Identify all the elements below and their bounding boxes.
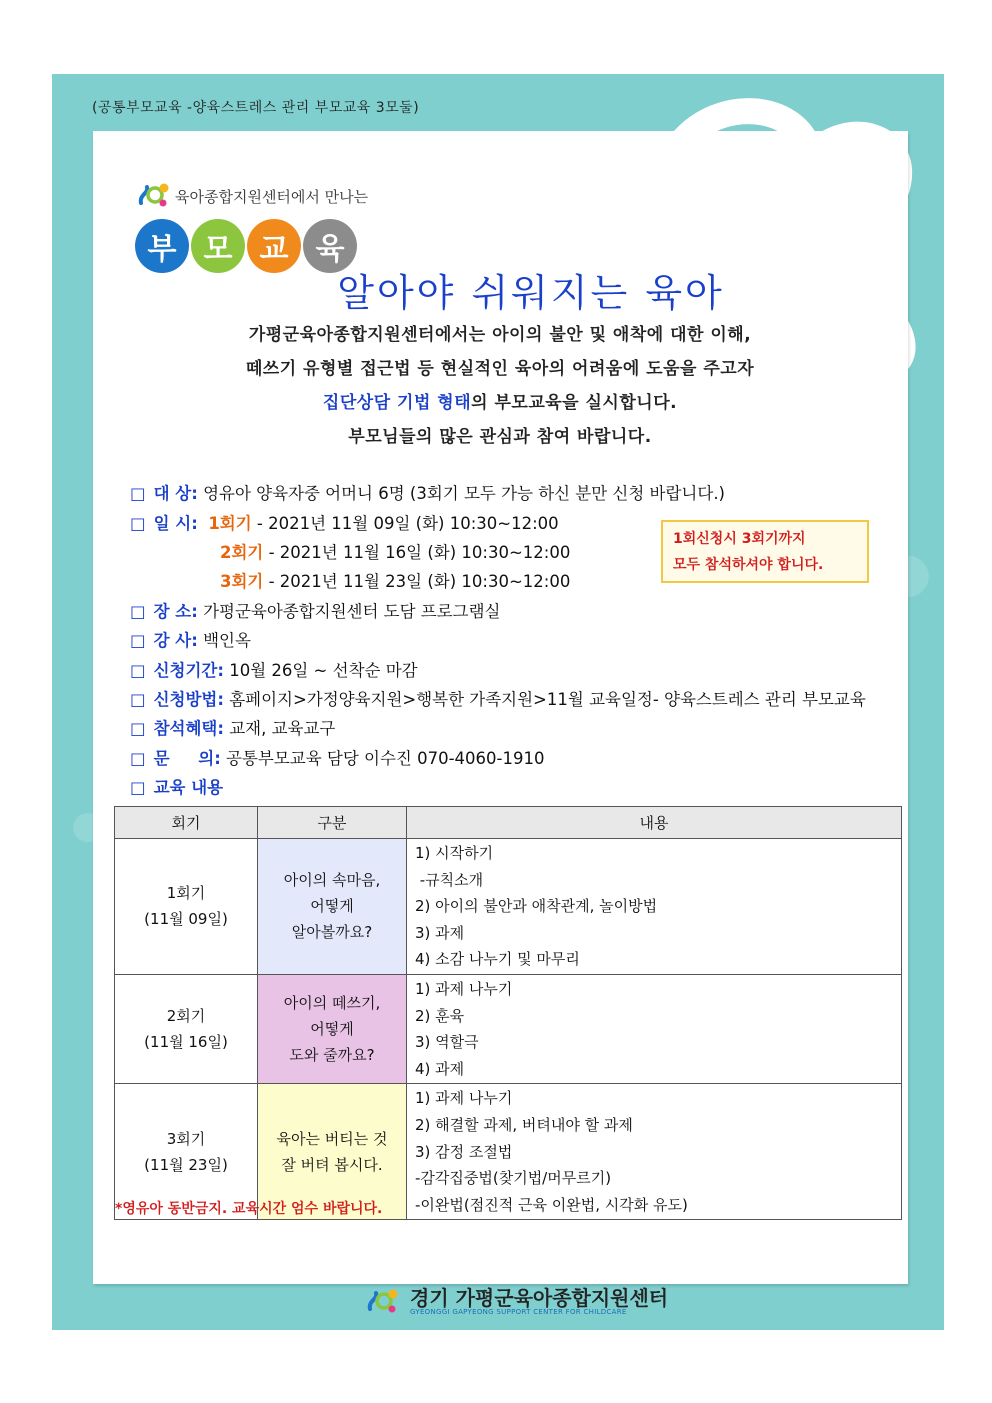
content-item: 3) 감정 조절법 bbox=[415, 1142, 513, 1161]
center-logo-icon bbox=[137, 181, 171, 211]
date-round-3: 3회기 bbox=[220, 572, 264, 591]
notice-line-2: 모두 참석하셔야 합니다. bbox=[673, 557, 824, 573]
badge-gyo: 교 bbox=[247, 219, 301, 273]
date-label: 일 시: bbox=[153, 514, 198, 533]
contact-label: 문 의: bbox=[153, 749, 221, 768]
content-cell bbox=[407, 974, 902, 1083]
schedule-table bbox=[114, 806, 902, 1220]
content-item: -이완법(점진적 근육 이완법, 시각화 유도) bbox=[415, 1195, 688, 1214]
content-item: 4) 과제 bbox=[415, 1059, 465, 1078]
notice-line-1: 1회신청시 3회기까지 bbox=[673, 531, 806, 547]
topic-line: 알아볼까요? bbox=[291, 923, 373, 942]
topic-cell bbox=[258, 839, 407, 975]
bullet-icon: □ bbox=[130, 719, 146, 738]
topic-line: 잘 버텨 봅시다. bbox=[281, 1155, 383, 1174]
header-topic: 구분 bbox=[258, 807, 407, 839]
content-item: 2) 아이의 불안과 애착관계, 놀이방법 bbox=[415, 897, 658, 916]
info-date-3 bbox=[220, 568, 570, 592]
content-label: 교육 내용 bbox=[153, 778, 224, 797]
content-cell bbox=[407, 1084, 902, 1220]
footnote-warning: *영유아 동반금지. 교육시간 엄수 바랍니다. bbox=[115, 1201, 383, 1217]
content-item: 1) 과제 나누기 bbox=[415, 979, 513, 998]
content-item: -감각집중법(찾기법/머무르기) bbox=[415, 1169, 612, 1188]
intro-line-4: 부모님들의 많은 관심과 참여 바랍니다. bbox=[348, 427, 652, 447]
intro-line-2: 떼쓰기 유형별 접근법 등 현실적인 육아의 어려움에 도움을 주고자 bbox=[245, 359, 755, 379]
center-logo bbox=[137, 181, 368, 211]
period-label: 신청기간: bbox=[153, 661, 224, 680]
date-text-1: - 2021년 11월 09일 (화) 10:30~12:00 bbox=[251, 514, 559, 533]
header-round: 회기 bbox=[115, 807, 258, 839]
round-name: 3회기 bbox=[166, 1129, 206, 1148]
topic-line: 아이의 속마음, bbox=[283, 871, 381, 890]
info-content bbox=[130, 774, 223, 798]
content-item: 1) 과제 나누기 bbox=[415, 1089, 513, 1108]
benefit-label: 참석혜택: bbox=[153, 719, 224, 738]
badge-bu: 부 bbox=[135, 219, 189, 273]
intro-highlight: 집단상담 기법 형태 bbox=[322, 393, 472, 413]
date-round-1: 1회기 bbox=[208, 514, 252, 533]
content-item: 2) 훈육 bbox=[415, 1006, 465, 1025]
info-period bbox=[130, 657, 418, 681]
table-row bbox=[115, 974, 902, 1083]
info-place bbox=[130, 598, 500, 622]
round-date: (11월 09일) bbox=[144, 910, 228, 929]
round-date: (11월 23일) bbox=[144, 1155, 228, 1174]
bullet-icon: □ bbox=[130, 778, 146, 797]
info-contact bbox=[130, 745, 545, 769]
topic-cell bbox=[258, 974, 407, 1083]
period-value: 10월 26일 ~ 선착순 마감 bbox=[229, 661, 418, 680]
main-title: 알아야 쉬워지는 육아 bbox=[337, 271, 725, 315]
bullet-icon: □ bbox=[130, 631, 146, 650]
round-cell bbox=[115, 839, 258, 975]
info-benefit bbox=[130, 715, 335, 739]
intro-line-3 bbox=[100, 386, 900, 420]
content-item: -규칙소개 bbox=[415, 870, 484, 889]
content-item: 4) 소감 나누기 및 마무리 bbox=[415, 950, 580, 969]
intro-line-3-rest: 의 부모교육을 실시합니다. bbox=[471, 393, 678, 413]
logo-tagline: 육아종합지원센터에서 만나는 bbox=[175, 187, 369, 206]
bullet-icon: □ bbox=[130, 690, 146, 709]
topic-line: 어떻게 bbox=[310, 1020, 354, 1039]
lecturer-value: 백인옥 bbox=[203, 631, 251, 650]
round-name: 2회기 bbox=[166, 1007, 206, 1026]
method-label: 신청방법: bbox=[153, 690, 224, 709]
badge-yuk: 육 bbox=[303, 219, 357, 273]
topic-line: 아이의 떼쓰기, bbox=[283, 994, 381, 1013]
content-item: 3) 과제 bbox=[415, 923, 465, 942]
benefit-value: 교재, 교육교구 bbox=[229, 719, 336, 738]
bullet-icon: □ bbox=[130, 514, 146, 533]
info-lecturer bbox=[130, 627, 251, 651]
badge-mo: 모 bbox=[191, 219, 245, 273]
lecturer-label: 강 사: bbox=[153, 631, 198, 650]
method-value: 홈페이지>가정양육지원>행복한 가족지원>11월 교육일정- 양육스트레스 관리 부모교육 bbox=[229, 690, 866, 709]
footer-center-name-en: GYEONGGI GAPYEONG SUPPORT CENTER FOR CHILDCARE bbox=[410, 1308, 627, 1316]
table-row bbox=[115, 839, 902, 975]
bullet-icon: □ bbox=[130, 602, 146, 621]
contact-value: 공통부모교육 담당 이수진 070-4060-1910 bbox=[226, 749, 545, 768]
program-subtitle: (공통부모교육 -양육스트레스 관리 부모교육 3모둘) bbox=[92, 100, 420, 116]
bullet-icon: □ bbox=[130, 661, 146, 680]
target-value: 영유아 양육자중 어머니 6명 (3회기 모두 가능 하신 분만 신청 바랍니다.) bbox=[203, 484, 725, 503]
header-content: 내용 bbox=[407, 807, 902, 839]
date-text-3: - 2021년 11월 23일 (화) 10:30~12:00 bbox=[263, 572, 571, 591]
footer-center-name: 경기 가평군육아종합지원센터 bbox=[410, 1286, 669, 1310]
content-item: 3) 역할극 bbox=[415, 1033, 479, 1052]
info-date-1 bbox=[130, 510, 559, 534]
content-cell bbox=[407, 839, 902, 975]
bullet-icon: □ bbox=[130, 484, 146, 503]
date-text-2: - 2021년 11월 16일 (화) 10:30~12:00 bbox=[263, 543, 571, 562]
round-date: (11월 16일) bbox=[144, 1033, 228, 1052]
footer-logo-icon bbox=[360, 1287, 406, 1317]
place-label: 장 소: bbox=[153, 602, 198, 621]
footer-logo bbox=[360, 1287, 668, 1317]
round-name: 1회기 bbox=[166, 884, 206, 903]
topic-line: 도와 줄까요? bbox=[289, 1046, 375, 1065]
content-item: 2) 해결할 과제, 버텨내야 할 과제 bbox=[415, 1115, 633, 1134]
content-item: 1) 시작하기 bbox=[415, 844, 494, 862]
info-method bbox=[130, 686, 866, 710]
round-cell bbox=[115, 974, 258, 1083]
info-date-2 bbox=[220, 539, 570, 563]
target-label: 대 상: bbox=[153, 484, 198, 503]
attendance-notice bbox=[661, 520, 869, 583]
table-header-row bbox=[115, 807, 902, 839]
topic-line: 육아는 버티는 것 bbox=[276, 1129, 388, 1148]
bullet-icon: □ bbox=[130, 749, 146, 768]
topic-line: 어떻게 bbox=[310, 897, 354, 916]
info-target bbox=[130, 480, 725, 504]
intro-line-1: 가평군육아종합지원센터에서는 아이의 불안 및 애착에 대한 이해, bbox=[248, 325, 752, 345]
date-round-2: 2회기 bbox=[220, 543, 264, 562]
intro-paragraph bbox=[100, 318, 900, 454]
place-value: 가평군육아종합지원센터 도담 프로그램실 bbox=[203, 602, 501, 621]
